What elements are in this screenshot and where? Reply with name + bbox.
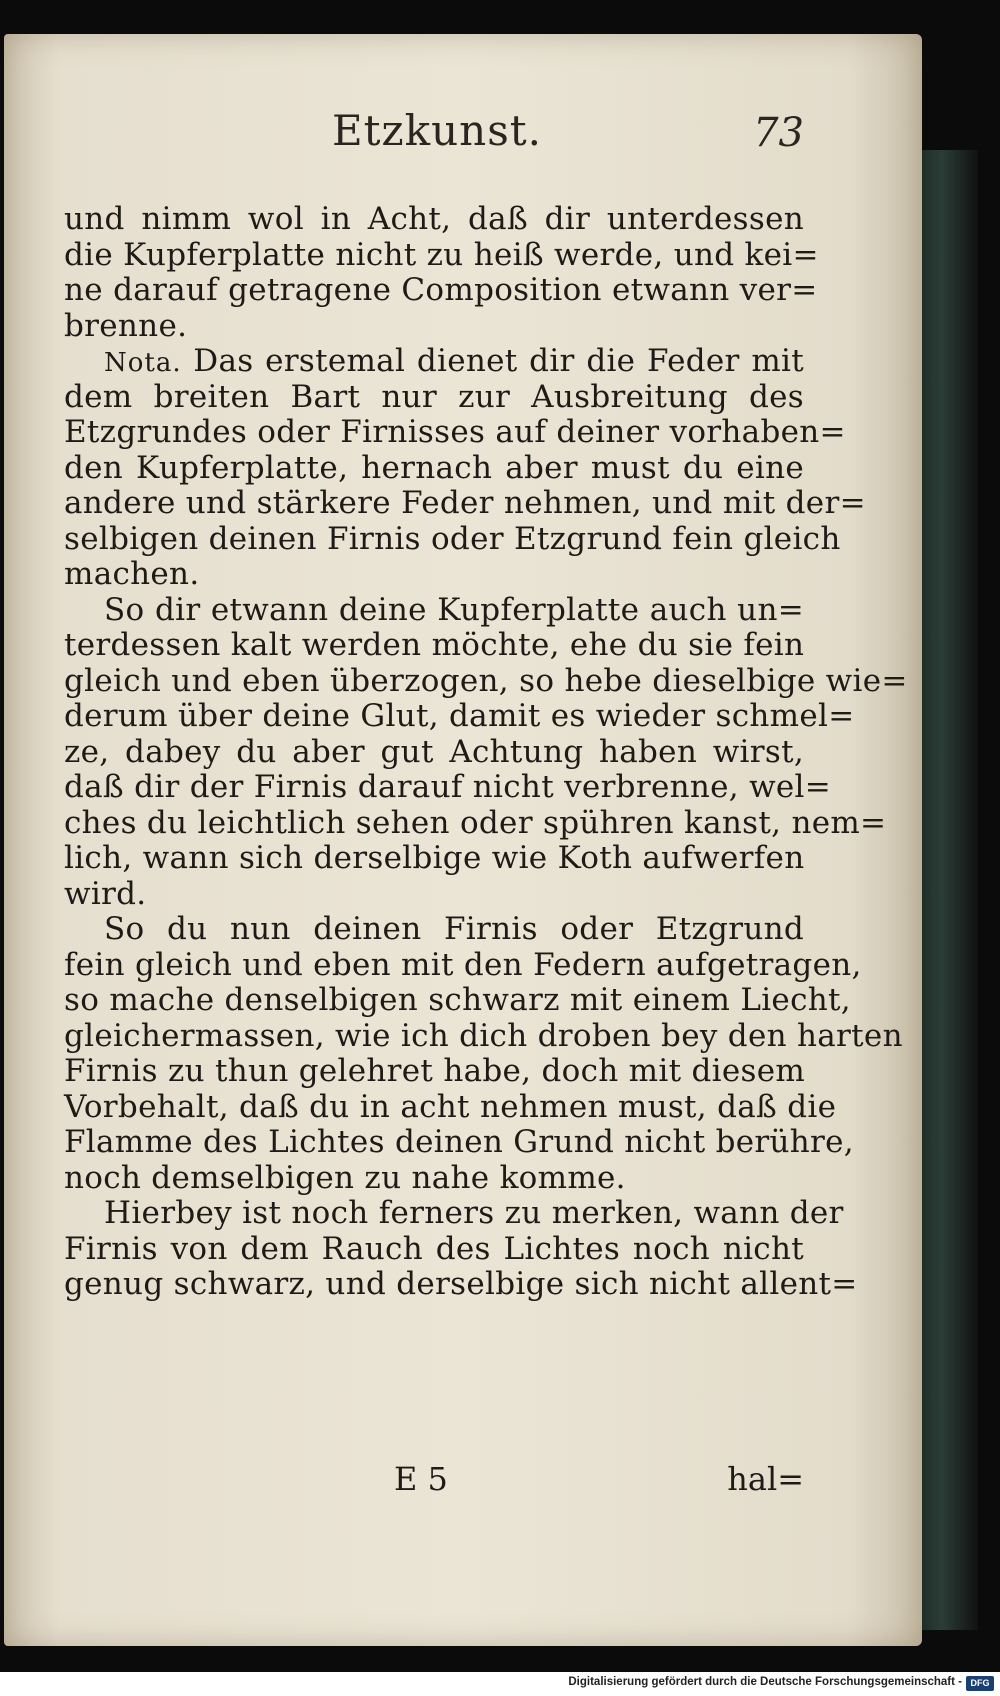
- page-header: [64, 106, 804, 176]
- text-line: Firnis zu thun gelehret habe, doch mit diesem: [64, 1053, 806, 1089]
- text-line: und nimm wol in Acht, daß dir unterdessen: [64, 201, 804, 237]
- text-line: machen.: [64, 556, 200, 592]
- text-line: fein gleich und eben mit den Federn aufgetragen,: [64, 946, 862, 983]
- text-line: Flamme des Lichtes deinen Grund nicht berühre,: [64, 1124, 854, 1160]
- text-line-content: Das erstemal dienet dir die Feder mit: [193, 343, 804, 379]
- catchword: hal=: [727, 1460, 804, 1498]
- nota-label: Nota.: [104, 348, 182, 378]
- running-title: Etzkunst.: [332, 106, 542, 155]
- text-line: Hierbey ist noch ferners zu merken, wann der: [104, 1195, 844, 1231]
- text-line: terdessen kalt werden möchte, ehe du sie fein: [64, 627, 805, 663]
- text-line: dem breiten Bart nur zur Ausbreitung des: [64, 378, 804, 415]
- text-line: So du nun deinen Firnis oder Etzgrund: [104, 911, 804, 947]
- paragraph: [64, 911, 903, 1196]
- text-line: derum über deine Glut, damit es wieder schmel=: [64, 698, 855, 734]
- signature-mark: E 5: [394, 1460, 448, 1498]
- nota-paragraph: [64, 343, 866, 593]
- text-line: ze, dabey du aber gut Achtung haben wirst,: [64, 733, 804, 770]
- book-edge: [918, 150, 978, 1630]
- text-line: den Kupferplatte, hernach aber must du eine: [64, 449, 804, 486]
- text-line: noch demselbigen zu nahe komme.: [64, 1159, 626, 1196]
- paragraph: [64, 591, 908, 913]
- page-number: 73: [753, 110, 804, 156]
- text-line: genug schwarz, und derselbige sich nicht allent=: [64, 1266, 858, 1302]
- text-line: ne darauf getragene Composition etwann ver=: [64, 272, 818, 308]
- text-line: daß dir der Firnis darauf nicht verbrenne, wel=: [64, 769, 832, 805]
- text-line: [64, 344, 804, 380]
- body-text: [64, 201, 908, 1303]
- text-line: ches du leichtlich sehen oder spühren kanst, nem=: [64, 804, 887, 841]
- text-line: gleich und eben überzogen, so hebe dieselbige wie=: [64, 662, 908, 699]
- paragraph: [64, 201, 819, 344]
- text-line: lich, wann sich derselbige wie Koth aufwerfen: [64, 840, 805, 876]
- credit-bar: [0, 1672, 1000, 1696]
- funding-credit: Digitalisierung gefördert durch die Deutsche Forschungsgemeinschaft -: [568, 1676, 962, 1688]
- page-footer: [64, 1460, 804, 1500]
- book-page: [4, 34, 922, 1646]
- dfg-logo-icon: DFG: [966, 1676, 994, 1691]
- text-line: andere und stärkere Feder nehmen, und mit der=: [64, 485, 866, 521]
- text-line: Etzgrundes oder Firnisses auf deiner vorhaben=: [64, 414, 846, 450]
- text-line: selbigen deinen Firnis oder Etzgrund fein gleich: [64, 520, 841, 557]
- text-line: So dir etwann deine Kupferplatte auch un=: [104, 591, 804, 628]
- text-line: gleichermassen, wie ich dich droben bey den harten: [64, 1017, 903, 1054]
- text-line: brenne.: [64, 307, 188, 344]
- text-line: so mache denselbigen schwarz mit einem Liecht,: [64, 982, 851, 1018]
- text-line: die Kupferplatte nicht zu heiß werde, und kei=: [64, 236, 819, 273]
- text-line: Firnis von dem Rauch des Lichtes noch nicht: [64, 1230, 804, 1267]
- text-line: Vorbehalt, daß du in acht nehmen must, daß die: [64, 1088, 837, 1125]
- paragraph: [64, 1195, 858, 1303]
- text-line: wird.: [64, 875, 147, 912]
